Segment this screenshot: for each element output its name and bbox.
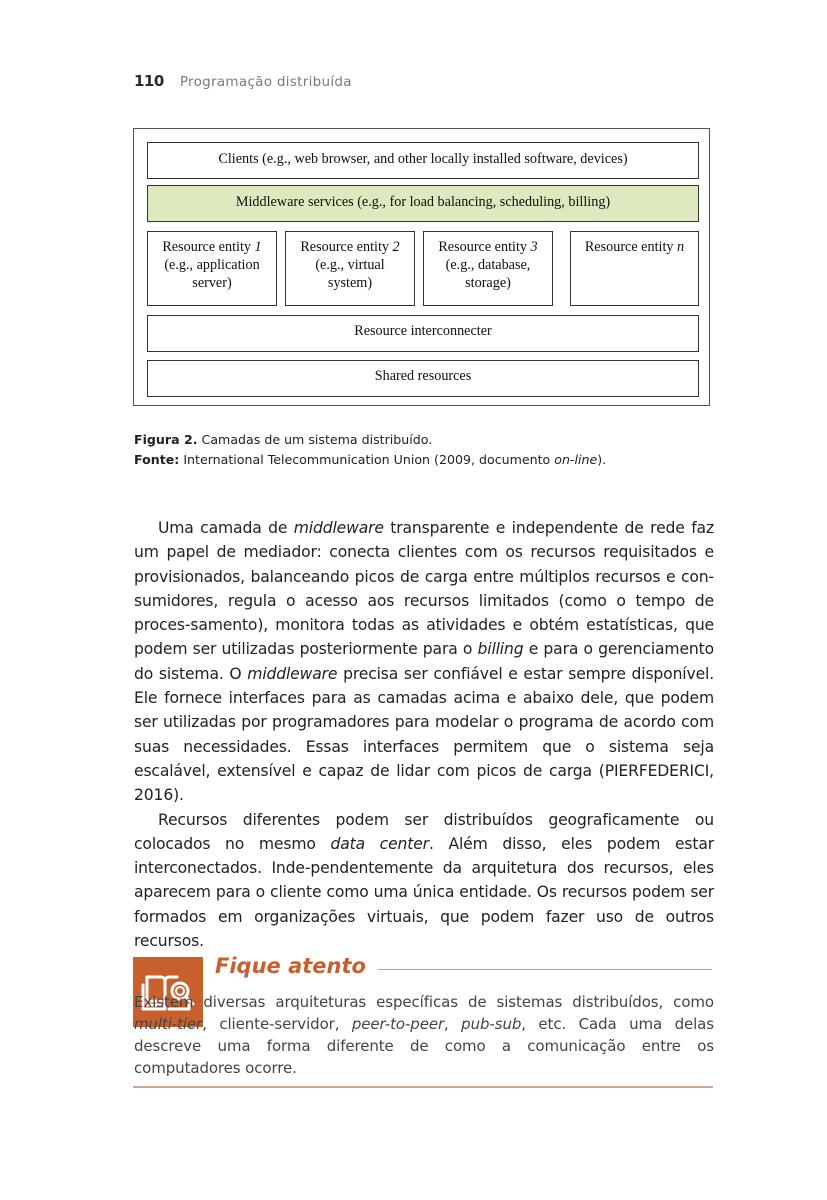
text-run: , cliente-servidor, (202, 1015, 352, 1033)
callout-title: Fique atento (215, 954, 366, 978)
source-end: ). (597, 452, 607, 467)
source-italic: on-line (554, 452, 598, 467)
caption-title (134, 430, 606, 450)
resource-title: Resource entity (584, 239, 678, 255)
italic-term: billing (477, 640, 524, 659)
italic-term: middleware (293, 519, 384, 537)
source-label: Fonte: (134, 452, 180, 467)
text-run: . Além disso, eles podem estar interconectados. Inde-pendentemente da arquitetura dos recursos, eles aparecem para o cliente como uma única entidade. Os recursos podem ser formados em organizações virtuais, que podem fazer uso de outros recursos. (134, 834, 714, 951)
callout-text (134, 991, 714, 1079)
resource-index: 3 (530, 239, 538, 255)
bottom-divider (133, 1086, 713, 1088)
resource-index: 2 (392, 239, 400, 255)
italic-term: peer-to-peer (351, 1015, 445, 1033)
body-text (134, 516, 714, 953)
resource-entity-2 (285, 231, 415, 306)
resource-desc: system) (327, 275, 373, 291)
figure-label: Figura 2. (134, 432, 198, 447)
resource-entity-n (570, 231, 699, 306)
resource-desc: server) (192, 275, 232, 291)
clients-label: Clients (e.g., web browser, and other locally installed software, devices) (218, 151, 628, 167)
text-run: transparente e independente de rede faz um papel de mediador: conecta clientes com os recursos requisitados e provisionados, balanceando picos de carga entre múltiplos recursos e con-sumidores, regula o acesso aos recursos limitados (como o tempo de proces-samento), monitora todas as atividades e obtém estatísticas, que podem ser utilizadas posteriormente para o (134, 519, 714, 659)
figure-caption (134, 430, 606, 470)
resource-index: n (677, 239, 685, 255)
callout-divider (378, 969, 712, 970)
shared-resources-layer (147, 360, 699, 397)
shared-resources-label: Shared resources (374, 368, 472, 384)
resource-desc: (e.g., database, (445, 257, 531, 273)
interconnecter-layer (147, 315, 699, 352)
resource-entity-3 (423, 231, 553, 306)
running-title: Programação distribuída (179, 74, 352, 90)
interconnecter-label: Resource interconnecter (354, 323, 492, 339)
paragraph (134, 516, 714, 808)
middleware-layer (147, 185, 699, 222)
text-run: precisa ser confiável e estar sempre disponível. Ele fornece interfaces para as camadas acima e abaixo dele, que podem ser utilizadas por programadores para modelar o programa de acordo com suas necessidades. Essas interfaces permitem que o sistema seja escalável, extensível e capaz de lidar com picos de carga (PIERFEDERICI, 2016). (134, 664, 714, 805)
middleware-label: Middleware services (e.g., for load balancing, scheduling, billing) (235, 194, 611, 210)
resource-entity-1 (147, 231, 277, 306)
figure-text: Camadas de um sistema distribuído. (197, 432, 433, 447)
text-run: Uma camada de (158, 519, 294, 537)
italic-term: pub-sub (461, 1015, 522, 1033)
text-run: , (444, 1015, 462, 1033)
resource-desc: (e.g., virtual (315, 257, 385, 273)
resource-title: Resource entity (162, 239, 255, 255)
clients-layer (147, 142, 699, 179)
text-run: Existem diversas arquiteturas específicas de sistemas distribuídos, como (134, 993, 714, 1011)
italic-term: multi-tier (134, 1015, 203, 1033)
text-run: , etc. Cada uma delas descreve uma forma diferente de como a comunicação entre os computadores ocorre. (134, 1015, 714, 1077)
caption-source (134, 450, 606, 470)
resource-desc: storage) (465, 275, 511, 291)
resource-index: 1 (254, 239, 262, 255)
resource-desc: (e.g., application (164, 257, 260, 273)
resource-title: Resource entity (438, 239, 531, 255)
resource-title: Resource entity (300, 239, 393, 255)
italic-term: middleware (247, 664, 338, 683)
page-header (134, 72, 352, 90)
source-text: International Telecommunication Union (2009, documento (179, 452, 555, 467)
text-run: e para o gerenciamento do sistema. O (134, 640, 714, 683)
italic-term: data center (330, 834, 429, 853)
page-number: 110 (134, 72, 164, 90)
paragraph (134, 808, 714, 954)
text-run: Recursos diferentes podem ser distribuídos geograficamente ou colocados no mesmo (134, 810, 714, 853)
layers-diagram (133, 128, 710, 406)
